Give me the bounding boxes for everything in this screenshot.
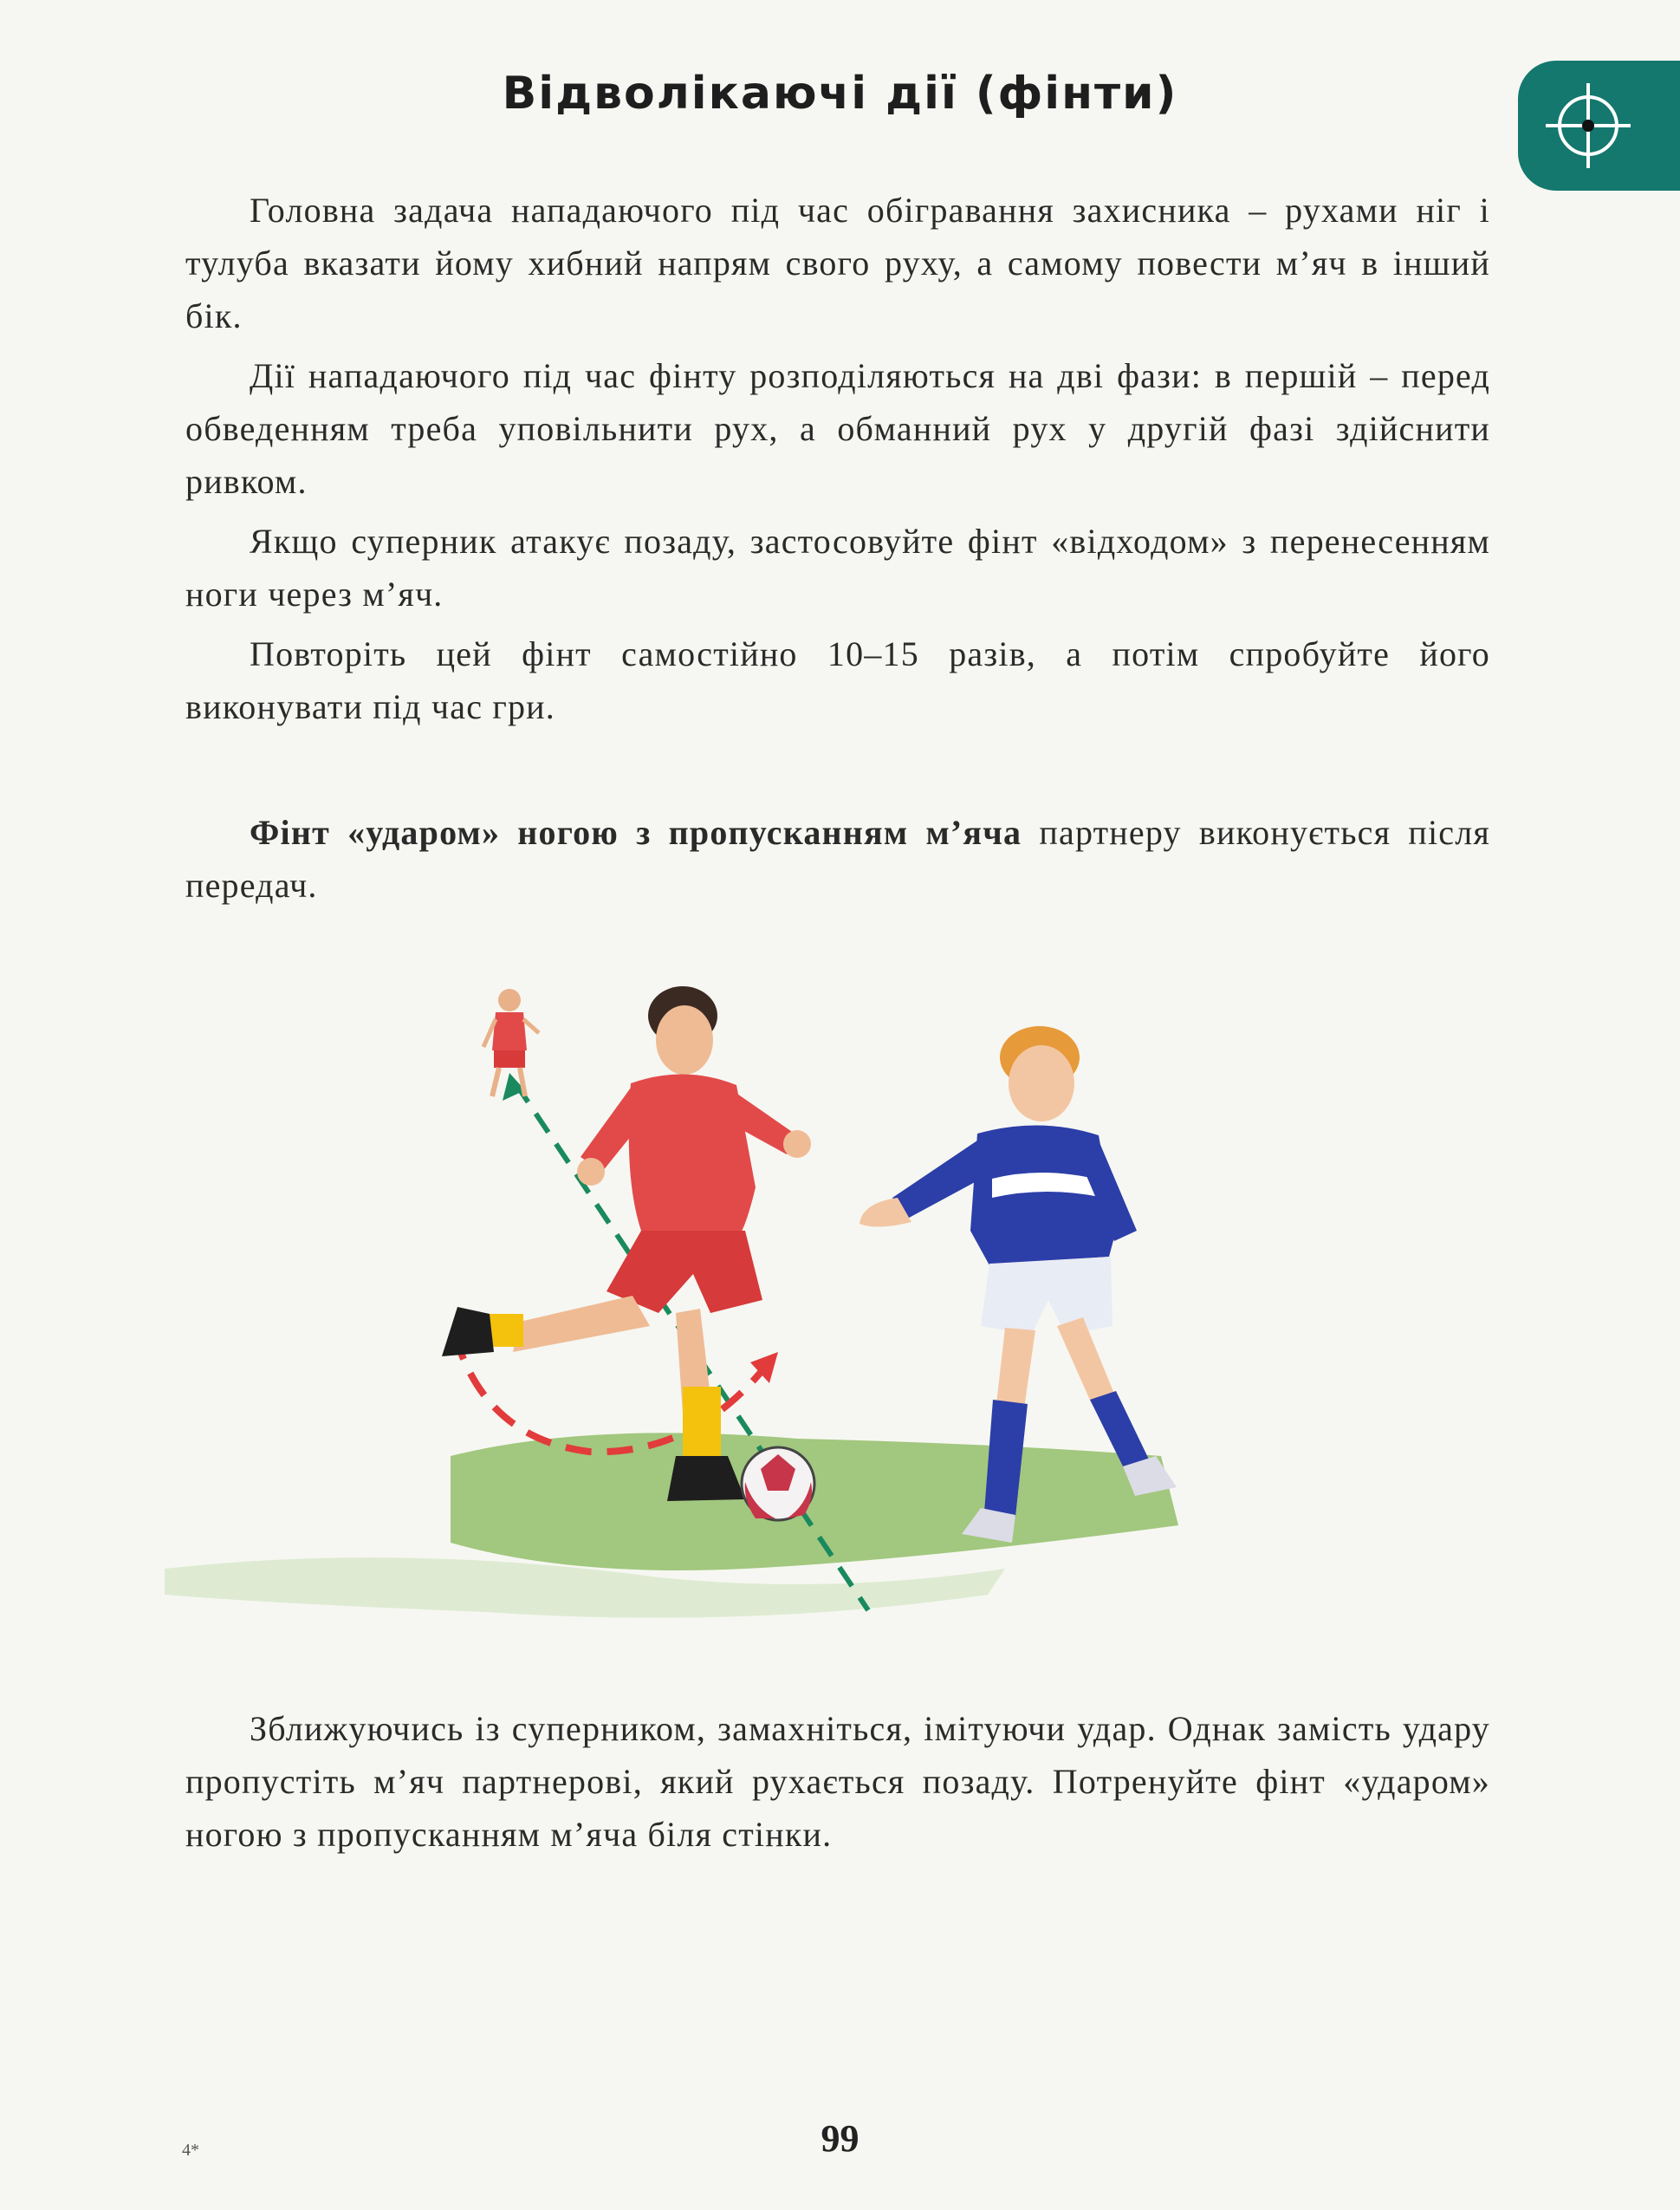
feint-term: Фінт «ударом» ногою з пропусканням м’яча: [250, 813, 1022, 852]
feint-description: партнеру виконується після передач.: [185, 813, 1490, 905]
intro-paragraph-2: Дії нападаючого під час фінту розподіляються на дві фази: в першій – перед обведенням треба уповільнити рух, а обманний рух у другій фазі здійснити ривком.: [185, 356, 1490, 501]
exercise-paragraph: Зближуючись із суперником, замахніться, імітуючи удар. Однак замість удару пропустіть м’яч партнерові, який рухається позаду. Потренуйте фінт «ударом» ногою з пропусканням м’яча біля стінки.: [185, 1709, 1490, 1854]
feint-section: [185, 806, 1490, 912]
football-feint-illustration: [139, 971, 1213, 1647]
intro-paragraph-1: Головна задача нападаючого під час обігравання захисника – рухами ніг і тулуба вказати йому хибний напрям свого руху, а самому повести м’яч в інший бік.: [185, 191, 1490, 335]
soccer-ball: [742, 1447, 814, 1520]
page-title: Відволікаючі дії (фінти): [502, 68, 1178, 120]
exercise-section: [185, 1702, 1490, 1861]
section-tab: [1518, 61, 1680, 191]
crosshair-icon: [1518, 61, 1680, 191]
intro-paragraph-4: Повторіть цей фінт самостійно 10–15 разів, а потім спробуйте його виконувати під час гри.: [185, 634, 1490, 726]
grass-field: [165, 1433, 1178, 1617]
page-number: 99: [821, 2117, 859, 2160]
intro-paragraph-3: Якщо суперник атакує позаду, застосовуйте фінт «відходом» з перенесенням ноги через м’яч.: [185, 522, 1490, 614]
feint-paragraph: [185, 806, 1490, 912]
intro-section: [185, 184, 1490, 733]
print-signature: 4*: [182, 2141, 199, 2160]
